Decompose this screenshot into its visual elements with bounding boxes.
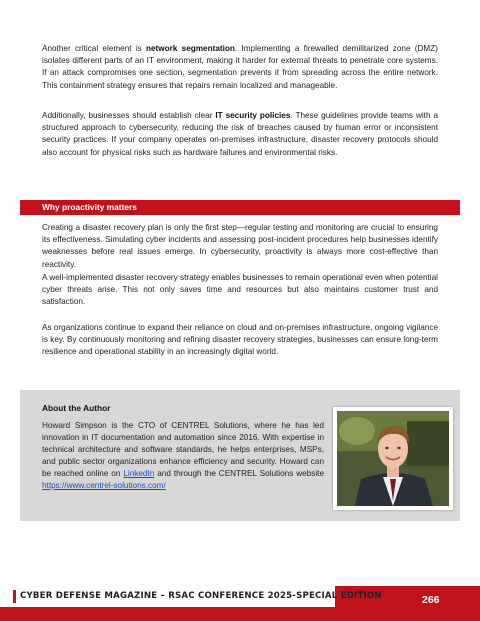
paragraph-security-policies: Additionally, businesses should establish clear IT security policies. These guidelines provide teams with a structured approach to cybersecurity, reducing the risk of breaches caused by human error or inconsistent security practices. If your company operates on-premises infrastructure, disaster recovery protocols should also account for physical risks such as hardware failures and environmental risks. xyxy=(42,111,439,157)
paragraph-network-segmentation: Another critical element is network segmentation. Implementing a firewalled demilitarized zone (DMZ) isolates different parts of an IT environment, making it harder for external threats to penetrate core systems. If an attack compromises one section, segmentation prevents it from spreading across the entire network. This containment strategy ensures that repairs remain localized and manageable. xyxy=(42,44,438,90)
bold-term: network segmentation xyxy=(146,44,235,53)
footer-label: CYBER DEFENSE MAGAZINE – RSAC CONFERENCE 2025-SPECIAL EDITION xyxy=(20,591,382,601)
section-paragraph: Creating a disaster recovery plan is only the first step—regular testing and monitoring are crucial to ensuring its effectiveness. Simulating cyber incidents and assessing post-incident procedures help businesses identify weaknesses before real issues emerge. In cybersecurity, proactivity is always more cost-effective than reactivity. xyxy=(42,223,438,269)
section-paragraph: A well-implemented disaster recovery strategy enables businesses to remain operational even when potential cyber threats arise. This not only saves time and resources but also maintains customer trust and satisfaction. xyxy=(42,273,438,307)
author-photo xyxy=(333,407,453,510)
footer-label-panel xyxy=(0,586,382,607)
section-paragraph: As organizations continue to expand their reliance on cloud and on-premises infrastructure, ongoing vigilance is key. By continuously monitoring and refining disaster recovery strategies, businesses can ensure long-term resilience and operational stability in an increasingly digital world. xyxy=(42,323,438,357)
footer-accent-mark xyxy=(13,590,16,603)
section-title: Why proactivity matters xyxy=(42,202,137,212)
author-box xyxy=(20,390,460,521)
section-header-bar xyxy=(20,200,460,215)
author-bio: Howard Simpson is the CTO of CENTREL Solutions, where he has led innovation in IT documentation and automation since 2016. With expertise in technical architecture and software standards, he helps enterprises, MSPs, and public sector organizations enhance efficiency and security. Howard can be reached online on LinkedIn and through the CENTREL Solutions website https://www.centrel-solutions.com/ xyxy=(42,421,324,490)
author-portrait-icon xyxy=(337,411,449,506)
footer-bar xyxy=(0,586,480,621)
linkedin-link[interactable]: LinkedIn xyxy=(123,468,155,478)
author-heading: About the Author xyxy=(42,403,111,413)
bold-term: IT security policies xyxy=(215,111,291,120)
website-link[interactable]: https://www.centrel-solutions.com/ xyxy=(42,480,166,490)
page-number: 266 xyxy=(422,594,440,606)
